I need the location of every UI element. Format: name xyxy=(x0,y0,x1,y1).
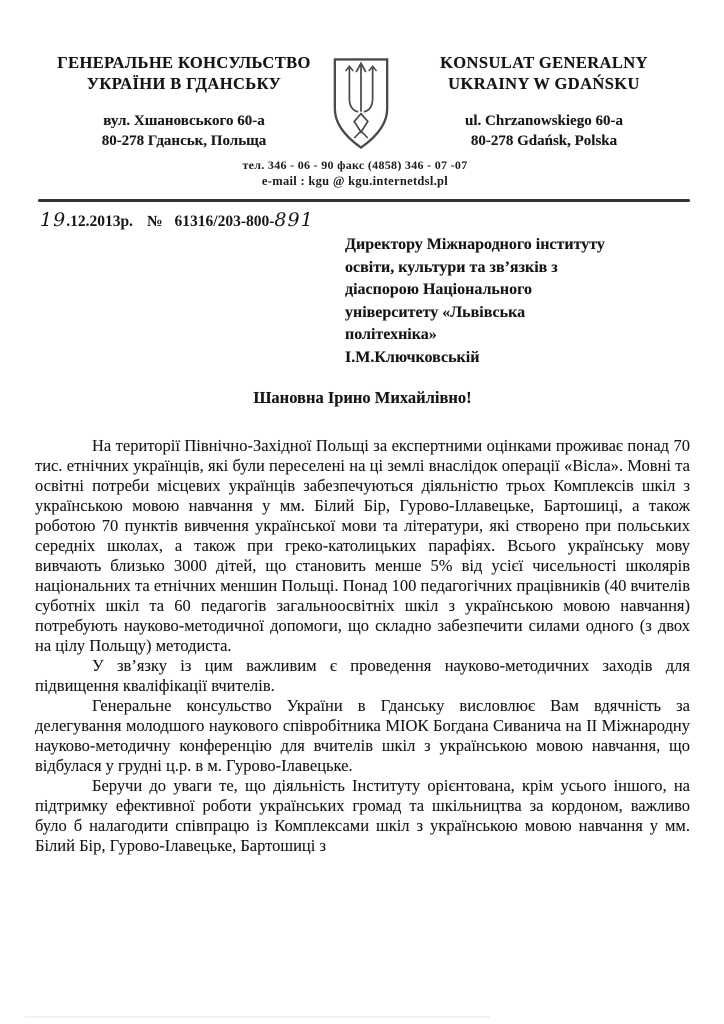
consulate-address-pl-line2: 80-278 Gdańsk, Polska xyxy=(470,133,618,149)
header-divider-rule xyxy=(38,199,690,202)
recipient-line: діаспорою Національного xyxy=(345,281,532,298)
email-line: e-mail : kgu @ kgu.internetdsl.pl xyxy=(261,174,449,188)
recipient-address-block xyxy=(345,234,675,369)
date-typed: .12.2013р. xyxy=(66,213,133,230)
letterhead-ukrainian xyxy=(38,52,330,151)
salutation: Шановна Ірино Михайлівно! xyxy=(253,388,472,407)
consulate-title-pl-line1: KONSULAT GENERALNY xyxy=(440,53,648,72)
recipient-line: університету «Львівська xyxy=(345,303,526,321)
letterhead-polish xyxy=(398,52,690,151)
recipient-line: освіти, культури та зв’язків з xyxy=(345,258,558,276)
consulate-title-uk-line1: ГЕНЕРАЛЬНЕ КОНСУЛЬСТВО xyxy=(57,53,311,72)
date-day-handwritten: 19 xyxy=(40,209,67,231)
recipient-line: політехніка» xyxy=(345,326,437,343)
outgoing-number-handwritten: 891 xyxy=(274,209,314,231)
consulate-address-pl-line1: ul. Chrzanowskiego 60-a xyxy=(465,113,623,129)
consulate-title-pl-line2: UKRAINY W GDAŃSKU xyxy=(448,74,640,93)
outgoing-number-typed: 61316/203-800- xyxy=(174,213,275,230)
reference-line xyxy=(40,209,314,231)
body-paragraph-4: Беручи до уваги те, що діяльність Інституту орієнтована, крім усього іншого, на підтримку ефективної роботи українських громад та шкільництва за кордоном, важливо було б налагодити співпрацю із Комплексами шкіл з українською мовою навчання у мм. Білий Бір, Гурово-Ілавецьке, Бартошиці з xyxy=(35,776,690,855)
body-paragraph-1: На території Північно-Західної Польщі за експертними оцінками проживає понад 70 тис. етнічних українців, які були переселені на ці землі внаслідок операції «Вісла». Мовні та освітні потреби місцевих українців забезпечуються діяльністю трьох Комплексів шкіл з українською мовою навчання у мм. Білий Бір, Гурово-Іллавецьке, Бартошиці, а також роботою 70 пунктів вивчення української мови та літератури, які створено при польських середніх школах, а також при греко-католицьких парафіях. Всього українську мову вивчають близько 3000 дітей, що становить менше 5% від усієї чисельності школярів національних та етнічних меншин Польщі. Понад 100 педагогічних працівників (40 вчителів суботніх шкіл та 60 педагогів загальноосвітніх шкіл з українською мовою навчання) потребують науково-методичної допомоги, що складно забезпечити силами одного (з двох на цілу Польщу) методиста. xyxy=(35,436,690,655)
consulate-address-uk-line1: вул. Хшановського 60-а xyxy=(103,113,265,129)
consulate-title-uk-line2: УКРАЇНИ В ГДАНСЬКУ xyxy=(86,74,282,93)
number-sign: № xyxy=(146,213,163,230)
recipient-line: Директору Міжнародного інституту xyxy=(345,236,605,253)
body-paragraph-3: Генеральне консульство України в Гданську висловлює Вам вдячність за делегування молодшого наукового співробітника МІОК Богдана Сиванича на ІІ Міжнародну науково-методичну конференцію для вчителів шкіл з українською мовою навчання, що відбулася у грудні ц.р. в м. Гурово-Ілавецьке. xyxy=(35,696,690,775)
ukraine-trident-emblem-icon xyxy=(330,54,392,154)
scanner-artifact-line xyxy=(25,1016,490,1018)
contact-block xyxy=(105,157,605,190)
phone-fax-line: тел. 346 - 06 - 90 факс (4858) 346 - 07 -07 xyxy=(242,158,468,172)
letter-body xyxy=(35,436,690,856)
recipient-name: І.М.Ключковській xyxy=(345,348,480,366)
body-paragraph-2: У зв’язку із цим важливим є проведення науково-методичних заходів для підвищення кваліфікації вчителів. xyxy=(35,656,690,695)
consulate-address-uk-line2: 80-278 Гданськ, Польща xyxy=(101,133,267,149)
